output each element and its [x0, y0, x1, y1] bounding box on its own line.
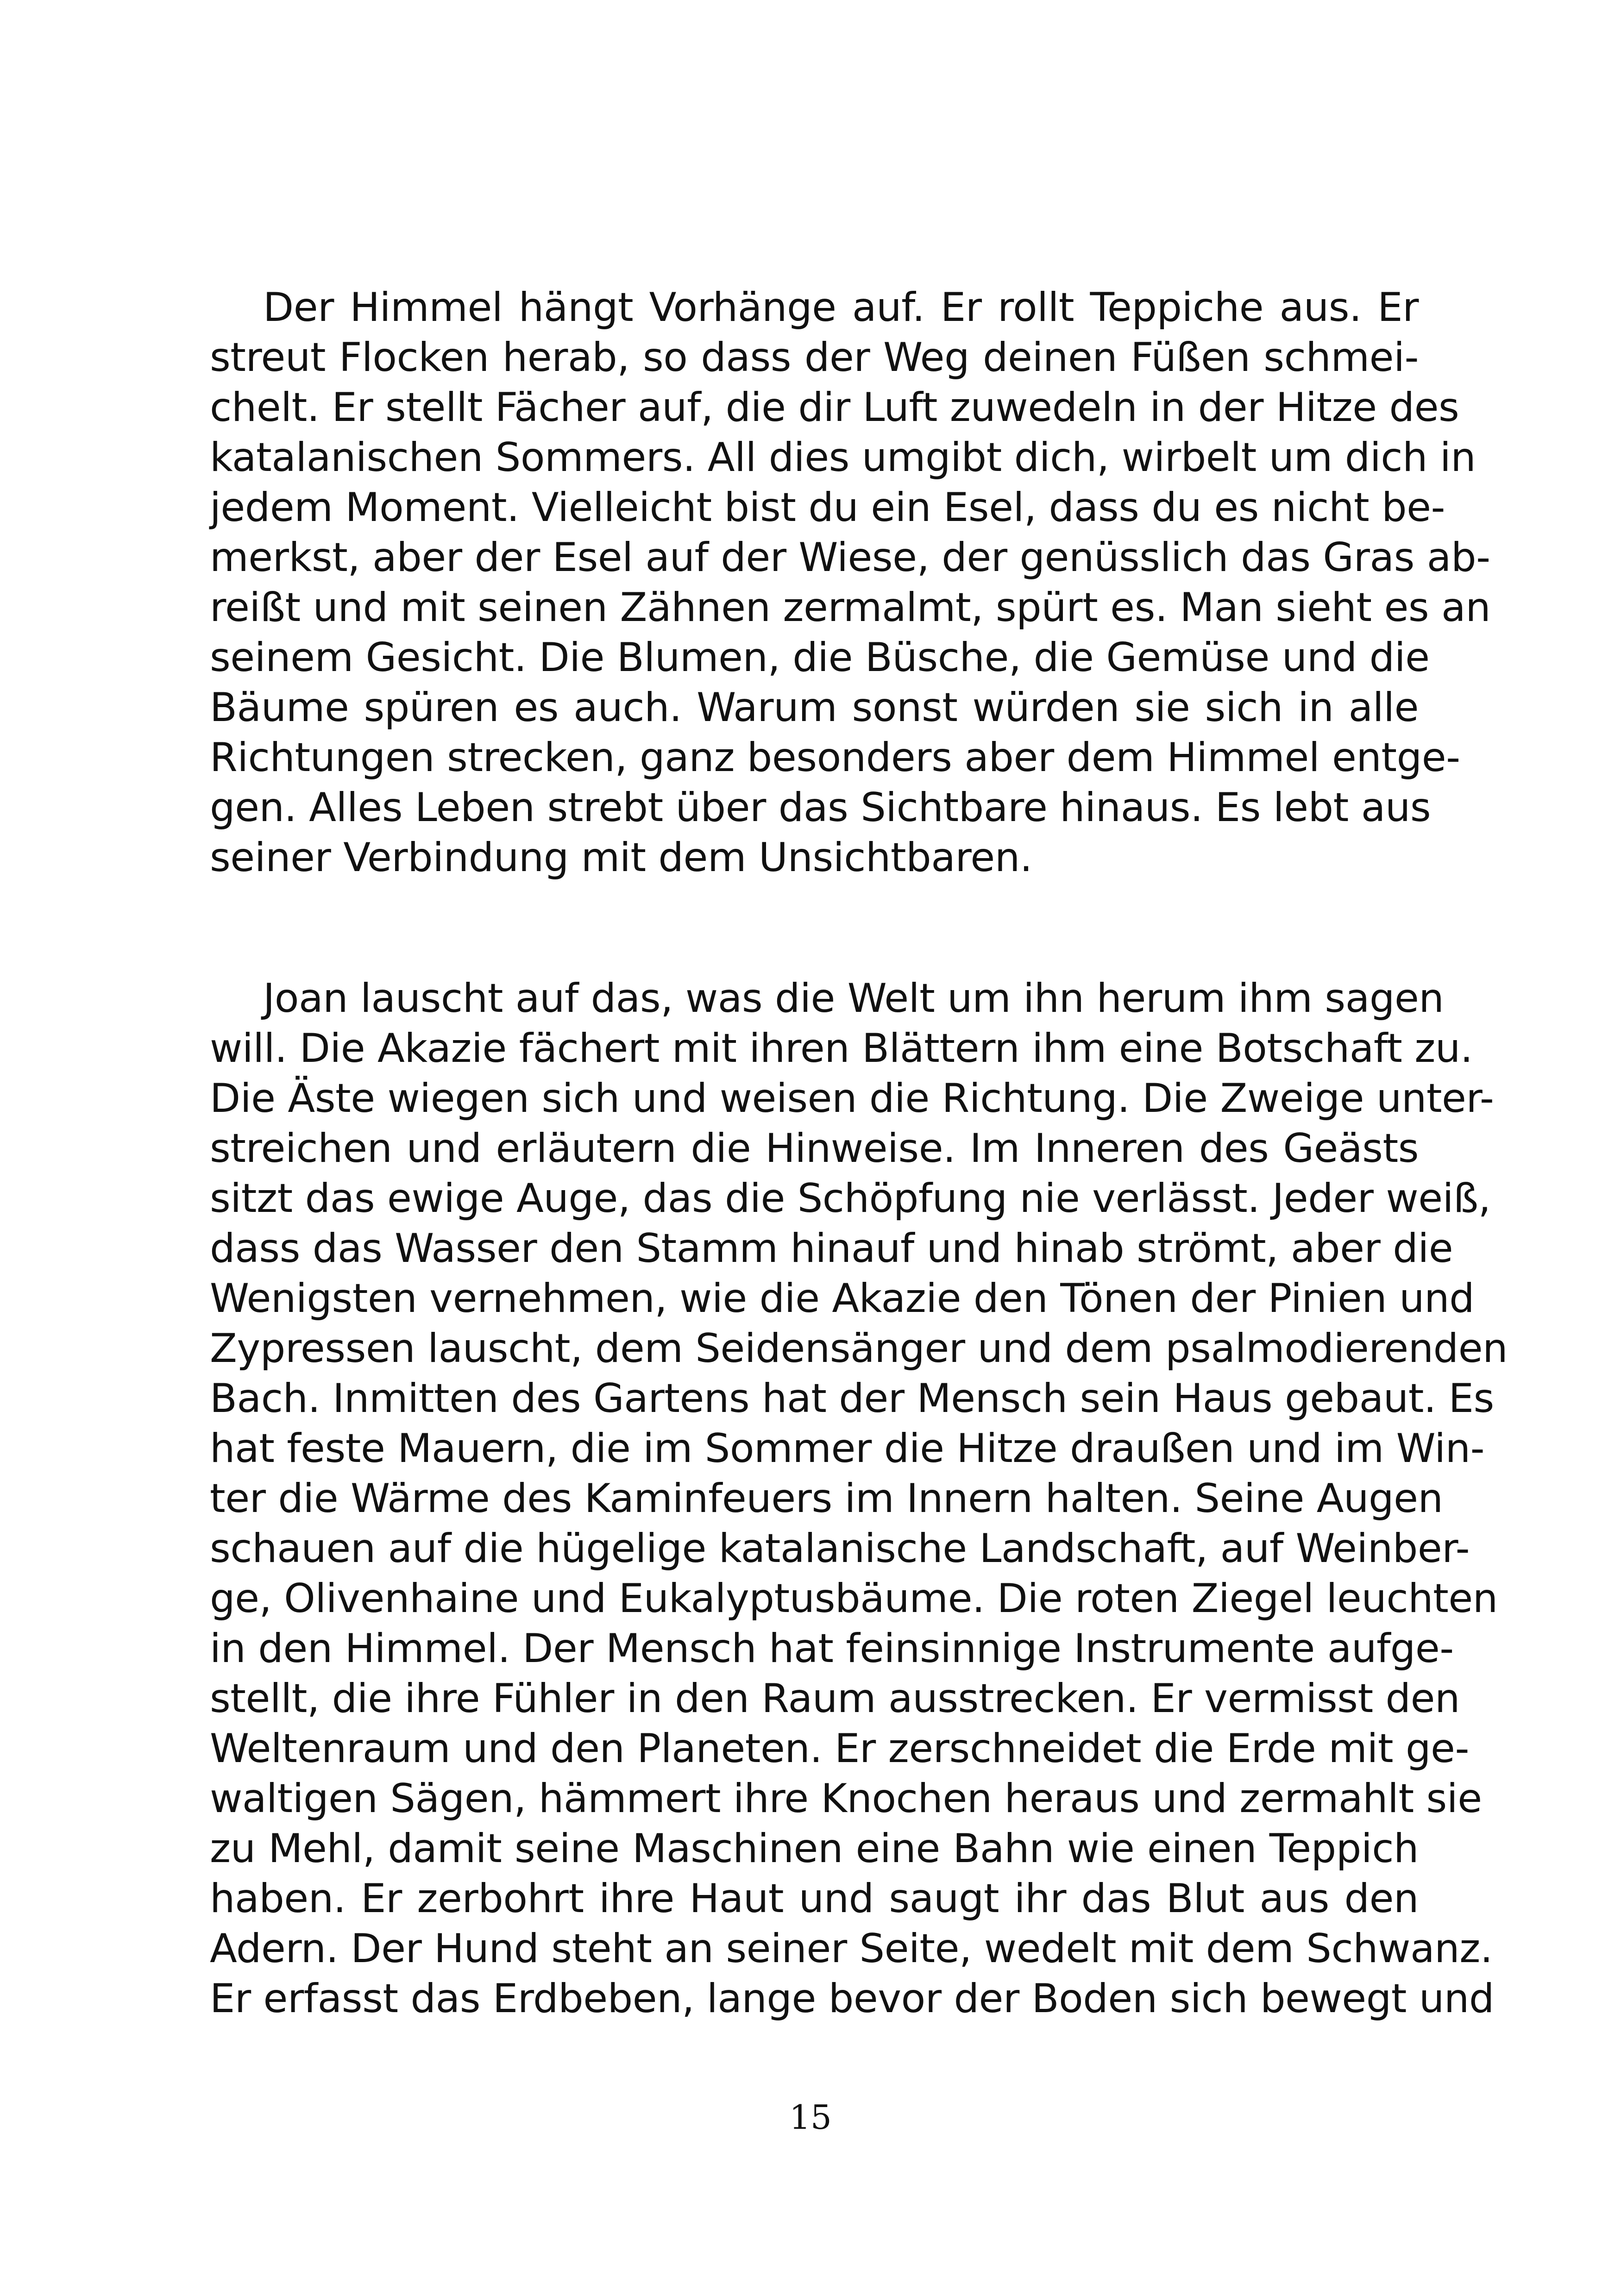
text-line: will. Die Akazie fächert mit ihren Blättern ihm eine Botschaft zu. [210, 1025, 1473, 1072]
text-line: gen. Alles Leben strebt über das Sichtbare hinaus. Es lebt aus [210, 784, 1431, 831]
text-line: reißt und mit seinen Zähnen zermalmt, spürt es. Man sieht es an [210, 584, 1491, 631]
text-line: streichen und erläutern die Hinweise. Im Inneren des Geästs [210, 1125, 1419, 1172]
text-line: Adern. Der Hund steht an seiner Seite, wedelt mit dem Schwanz. [210, 1926, 1493, 1972]
page-number: 15 [789, 2098, 832, 2137]
text-line: ge, Olivenhaine und Eukalyptusbäume. Die roten Ziegel leuchten [210, 1575, 1498, 1622]
text-line: hat feste Mauern, die im Sommer die Hitze draußen und im Win- [210, 1425, 1485, 1472]
text-line: Der Himmel hängt Vorhänge auf. Er rollt Teppiche aus. Er [263, 284, 1419, 331]
text-line: Joan lauscht auf das, was die Welt um ihn herum ihm sagen [263, 975, 1444, 1022]
text-line: Bach. Inmitten des Gartens hat der Mensch sein Haus gebaut. Es [210, 1375, 1494, 1422]
text-line: waltigen Sägen, hämmert ihre Knochen heraus und zermahlt sie [210, 1775, 1482, 1822]
text-line: streut Flocken herab, so dass der Weg deinen Füßen schmei- [210, 334, 1419, 381]
paragraph-1 [210, 282, 1491, 883]
text-line: zu Mehl, damit seine Maschinen eine Bahn wie einen Teppich [210, 1826, 1419, 1872]
text-line: Die Äste wiegen sich und weisen die Richtung. Die Zweige unter- [210, 1075, 1494, 1122]
text-line: schauen auf die hügelige katalanische Landschaft, auf Weinber- [210, 1525, 1470, 1572]
paragraph-2 [210, 973, 1508, 2024]
text-line: Zypressen lauscht, dem Seidensänger und dem psalmodierenden [210, 1325, 1508, 1372]
text-line: in den Himmel. Der Mensch hat feinsinnige Instrumente aufge- [210, 1625, 1454, 1672]
text-line: seiner Verbindung mit dem Unsichtbaren. [210, 834, 1032, 881]
text-line: chelt. Er stellt Fächer auf, die dir Luft zuwedeln in der Hitze des [210, 384, 1459, 431]
text-line: ter die Wärme des Kaminfeuers im Innern halten. Seine Augen [210, 1475, 1443, 1522]
text-line: Er erfasst das Erdbeben, lange bevor der Boden sich bewegt und [210, 1976, 1494, 2022]
text-line: jedem Moment. Vielleicht bist du ein Esel, dass du es nicht be- [210, 484, 1445, 531]
text-line: Bäume spüren es auch. Warum sonst würden sie sich in alle [210, 684, 1419, 731]
text-line: Richtungen strecken, ganz besonders aber dem Himmel entge- [210, 734, 1460, 781]
text-line: Weltenraum und den Planeten. Er zerschneidet die Erde mit ge- [210, 1725, 1469, 1772]
text-line: katalanischen Sommers. All dies umgibt dich, wirbelt um dich in [210, 434, 1476, 481]
text-line: dass das Wasser den Stamm hinauf und hinab strömt, aber die [210, 1225, 1453, 1272]
text-line: merkst, aber der Esel auf der Wiese, der genüsslich das Gras ab- [210, 534, 1490, 581]
text-line: seinem Gesicht. Die Blumen, die Büsche, die Gemüse und die [210, 634, 1430, 681]
text-line: sitzt das ewige Auge, das die Schöpfung nie verlässt. Jeder weiß, [210, 1175, 1491, 1222]
text-line: haben. Er zerbohrt ihre Haut und saugt ihr das Blut aus den [210, 1876, 1419, 1922]
text-line: stellt, die ihre Fühler in den Raum ausstrecken. Er vermisst den [210, 1675, 1460, 1722]
text-line: Wenigsten vernehmen, wie die Akazie den Tönen der Pinien und [210, 1275, 1475, 1322]
